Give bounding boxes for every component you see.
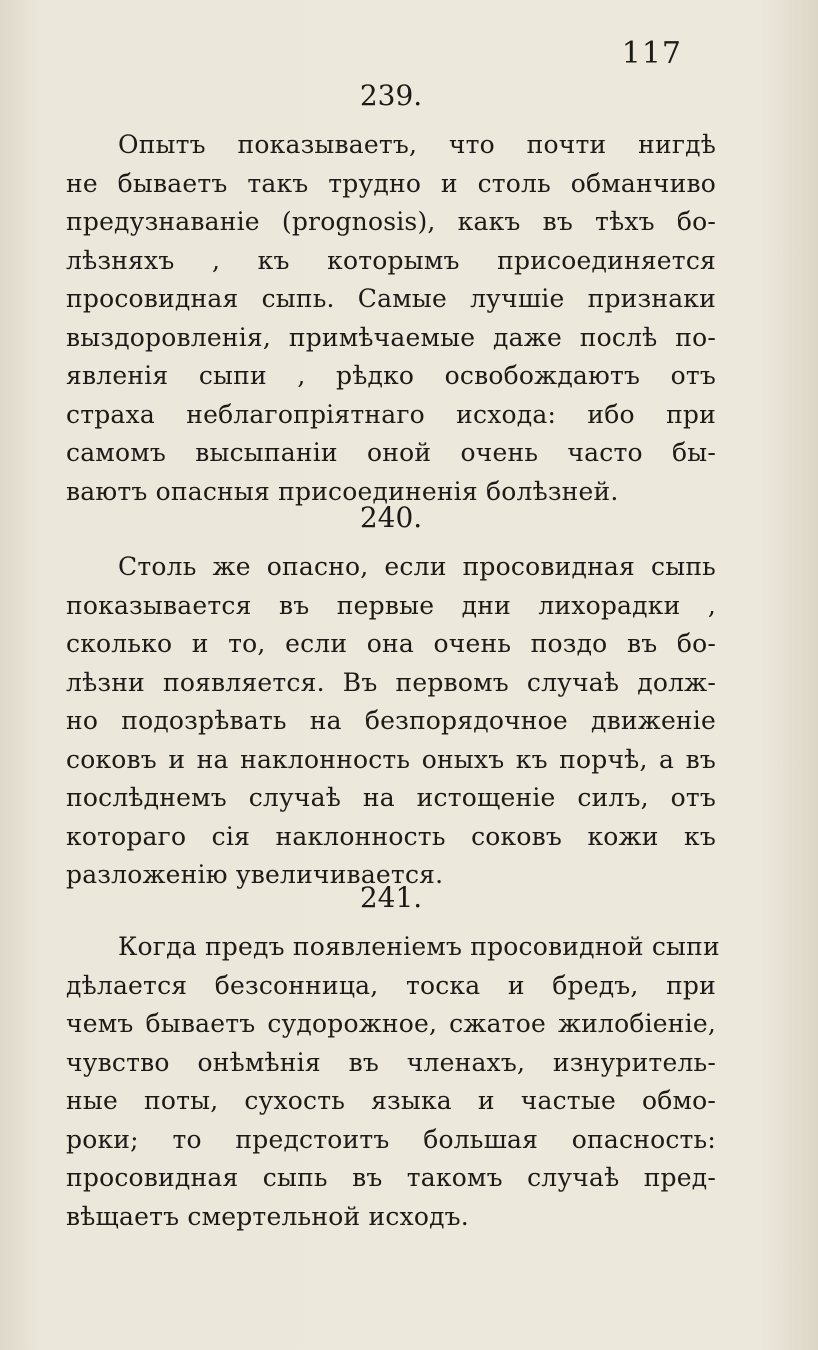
text-line: ваютъ опасныя присоединенія болѣзней. xyxy=(66,476,619,506)
section-240 xyxy=(66,498,716,895)
text-line: выздоровленія, примѣчаемые даже послѣ по- xyxy=(66,322,716,352)
text-line: явленія сыпи , рѣдко освобождаютъ отъ xyxy=(66,361,716,390)
text-line: чувство онѣмѣнія въ членахъ, изнуритель- xyxy=(66,1047,716,1077)
text-line: самомъ высыпаніи оной очень часто бы- xyxy=(66,438,716,467)
page-number: 117 xyxy=(621,36,682,71)
text-line: сколько и то, если она очень поздо въ бо- xyxy=(66,629,716,658)
text-line: просовидная сыпь. Самые лучшіе признаки xyxy=(66,284,716,313)
text-line: но подозрѣвать на безпорядочное движеніе xyxy=(66,706,716,735)
text-line: чемъ бываетъ судорожное, сжатое жилобіеніе, xyxy=(66,1009,716,1038)
text-line: лѣзни появляется. Въ первомъ случаѣ долж- xyxy=(66,667,716,697)
section-number: 239. xyxy=(359,79,423,112)
text-line: соковъ и на наклонность оныхъ къ порчѣ, а въ xyxy=(66,744,716,774)
section-239 xyxy=(66,76,716,511)
text-line: роки; то предстоитъ большая опасность: xyxy=(66,1124,716,1154)
text-line: вѣщаетъ смертельной исходъ. xyxy=(66,1201,469,1231)
text-line: Опытъ показываетъ, что почти нигдѣ xyxy=(118,130,716,159)
text-line: лѣзняхъ , къ которымъ присоединяется xyxy=(66,245,716,275)
text-line: послѣднемъ случаѣ на истощеніе силъ, отъ xyxy=(66,783,716,812)
text-line: котораго сія наклонность соковъ кожи къ xyxy=(66,821,716,851)
text-line: ные поты, сухость языка и частые обмо- xyxy=(66,1086,716,1115)
text-line: не бываетъ такъ трудно и столь обманчиво xyxy=(66,168,716,198)
text-line: дѣлается безсонница, тоска и бредъ, при xyxy=(66,970,716,1000)
text-line: предузнаваніе (prognosis), какъ въ тѣхъ бо- xyxy=(66,207,716,236)
text-line: страха неблагопріятнаго исхода: ибо при xyxy=(66,399,716,429)
section-number: 240. xyxy=(359,501,423,534)
text-line: просовидная сыпь въ такомъ случаѣ пред- xyxy=(66,1163,716,1192)
text-line: Столь же опасно, если просовидная сыпь xyxy=(118,552,716,581)
text-line: разложенію увеличивается. xyxy=(66,860,444,889)
section-241 xyxy=(66,878,720,1236)
section-number: 241. xyxy=(359,881,423,914)
text-line: Когда предъ появленіемъ просовидной сыпи xyxy=(118,932,720,961)
text-line: показывается въ первые дни лихорадки , xyxy=(66,590,716,620)
